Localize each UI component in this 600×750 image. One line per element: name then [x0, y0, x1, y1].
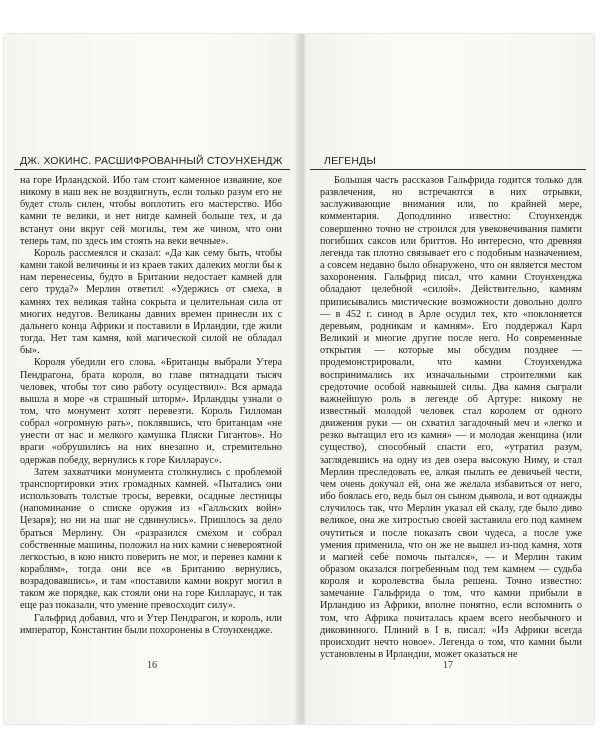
left-paragraph: на горе Ирландской. Ибо там стоит каменное изваяние, кое никому в наш век не воздвигнуть, если только разум его не будет столь силен, чтобы воплотить его мастерство. Ибо камни те велики, и нет нигде камней больше тех, и да встанут они вкруг сей могилы, тем же чином, что они теперь там, по здесь им стоять на веки вечные».	[20, 175, 282, 247]
left-paragraph: Затем захватчики монумента столкнулись с проблемой транспортировки этих громадных камней. «Пытались они использовать толстые тросы, веревки, осадные лестницы (напоминание о списке оружия из «Галльских войн» Цезаря); но ни на шаг не сдвинулись». Пришлось за дело браться Мерлину. Он «разразился смехом и собрал собственные машины, положил на них камни с невероятной легкостью, в кою никто поверить не мог, и перевез камни к кораблям», тогда они все «в Британию вернулись, возрадовавшись», и там «поставили камни вокруг могил в таком же порядке, как стояли они на горе Киллараус, и так еще раз показали, что умение превосходит силу».	[20, 466, 282, 612]
left-page	[14, 34, 290, 724]
left-page-text	[20, 175, 282, 637]
right-running-head: ЛЕГЕНДЫ	[310, 155, 586, 170]
left-paragraph: Король рассмеялся и сказал: «Да как сему быть, чтобы камни такой величины и из краев таких далеких могли бы к нам перенесены, будто в Британии недостает камней для сего труда?» Мерлин ответил: «Удержись от смеха, в камнях тех великая тайна сокрыта и целительная сила от многих недугов. Великаны давних времен принесли их с дальнего конца Африки и поставили в Ирландии, где жили тогда. Нет там камня, кой магической силой не обладал бы».	[20, 247, 282, 357]
left-paragraph: Короля убедили его слова. «Британцы выбрали Утера Пендрагона, брата короля, во главе пятнадцати тысяч человек, чтобы тот сию работу осуществил». Вся армада вышла в море «в страшный шторм». Ирландцы узнали о том, что монумент хотят перевезти. Король Гилломан собрал «огромную рать», поклявшись, что британцам «не унести от нас и мелкого камушка Пляски Гигантов». Но враги «обрушились на них внезапно и, стремительно одержав победу, вернулись к горе Киллараус».	[20, 357, 282, 466]
right-page	[310, 34, 586, 724]
book-gutter	[299, 34, 307, 724]
left-page-number: 16	[147, 660, 157, 671]
right-paragraph: Большая часть рассказов Гальфрида годится только для развлечения, но встречаются в них отрывки, заслуживающие внимания или, по крайней мере, комментария. Доподлинно известно: Стоунхендж совершенно точно не строился для увековечивания памяти погибших саксов или бриттов. Но интересно, что древняя легенда так плотно связывает его с подобным назначением, а совсем недавно было обнаружено, что он является местом захоронения. Гальфрид писал, что камни Стоунхенджа обладают целебной «силой». Действительно, камням приписывались мистические возможности довольно долго — в 452 г. синод в Арле осудил тех, кто «поклоняется деревьям, родникам и камням». Его поддержал Карл Великий и многие другие после него. Но современные открытия — которые мы обсудим позднее — продемонстрировали, что камни Стоунхенджа воспринимались их изначальными строителями как средоточие особой навнышей силы. Два камня сыграли важнейшую роль в легенде об Артуре: никому не известный молодой человек стал королем от одного движения руки — он схватил загадочный меч и «легко и резко вытащил его из камня» — и молодая женщина (или существо), способный спасти его, «утратил разум, заглядевшись на одну из дев озера высокую Ниму, и стал Мерлин преследовать ее, алкая пылать ее девичьей чести, чем очень докучал ей, она же желала избавиться от него, ибо боялась его, ведь был он сыном дьявола, и вот однажды случилось так, что Мерлин указал ей скалу, где было диво великое, она же хитростью своей заставила его под камнем очутиться и после показать свои чудеса, а после уже умения применила, что он же не вышел из-под камня, хотя и магией себе помочь пытался», — и Мерлин таким образом оказался погребенным под тем камнем — судьба короля и королевства была решена. Точно известно: замечание Гальфрида о том, что камни прибыли в Ирландию из Африки, вполне понятно, если вспомнить о том, что Африка почиталась краем всего необычного и диковинного. Плиний в I в. писал: «Из Африки всегда происходит нечто новое». Легенда о том, что камни были установлены в Ирландии, может оказаться не	[320, 175, 582, 661]
right-page-number: 17	[443, 660, 453, 671]
book-spread	[4, 34, 594, 724]
left-running-head: ДЖ. ХОКИНС. РАСШИФРОВАННЫЙ СТОУНХЕНДЖ	[14, 155, 290, 170]
left-paragraph: Гальфрид добавил, что и Утер Пендрагон, и король, или император, Константин были похоронены в Стоунхендже.	[20, 612, 282, 636]
right-page-text	[320, 175, 582, 661]
